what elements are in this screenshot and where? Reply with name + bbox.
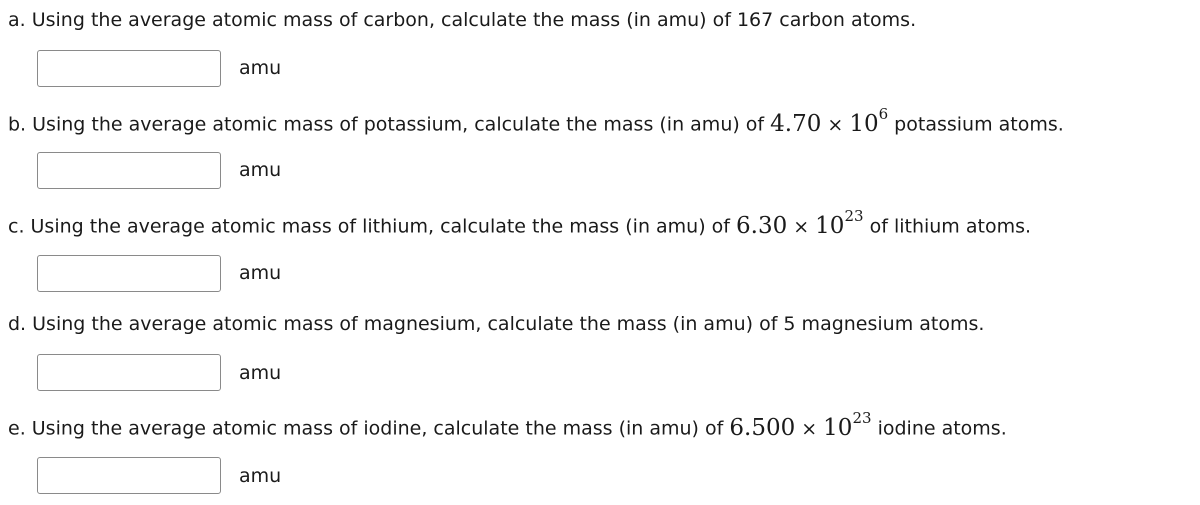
question-b-suffix: potassium atoms.: [888, 113, 1064, 136]
question-e-quantity: [729, 409, 872, 441]
answer-e-unit: amu: [239, 465, 282, 487]
question-b-prompt: b. Using the average atomic mass of potassium, calculate the mass (in amu) of: [8, 113, 771, 136]
question-e-coefficient: 6.500: [729, 414, 796, 441]
answer-c-unit: amu: [239, 262, 282, 284]
question-a-text: [8, 11, 916, 30]
question-c-prompt: c. Using the average atomic mass of lithium, calculate the mass (in amu) of: [8, 215, 737, 238]
question-e-text: [8, 409, 1007, 441]
question-b-coefficient: 4.70: [770, 110, 822, 137]
question-c-exponent: 23: [844, 207, 864, 225]
question-c-base: 10: [815, 212, 845, 239]
question-c-coefficient: 6.30: [736, 212, 788, 239]
question-a-prompt: a. Using the average atomic mass of carbon, calculate the mass (in amu) of 167 carbon atoms.: [8, 9, 917, 31]
answer-b-input[interactable]: [37, 152, 221, 189]
question-e-suffix: iodine atoms.: [871, 417, 1007, 440]
question-b-base: 10: [849, 110, 879, 137]
question-e-prompt: e. Using the average atomic mass of iodine, calculate the mass (in amu) of: [8, 417, 730, 440]
answer-c-input[interactable]: [37, 255, 221, 292]
answer-b-unit: amu: [239, 159, 282, 181]
answer-e-input[interactable]: [37, 457, 221, 494]
question-e-exponent: 23: [852, 409, 872, 427]
question-c-quantity: [736, 207, 864, 239]
times-sign: ×: [793, 215, 810, 238]
answer-a-unit: amu: [239, 57, 282, 79]
answer-d-unit: amu: [239, 362, 282, 384]
question-d-prompt: d. Using the average atomic mass of magnesium, calculate the mass (in amu) of 5 magnesium atoms.: [8, 313, 985, 335]
question-b-text: [8, 105, 1064, 137]
times-sign: ×: [827, 113, 844, 136]
question-c-suffix: of lithium atoms.: [863, 215, 1032, 238]
answer-a-input[interactable]: [37, 50, 221, 87]
question-b-exponent: 6: [878, 105, 889, 123]
answer-d-input[interactable]: [37, 354, 221, 391]
question-b-quantity: [770, 105, 889, 137]
times-sign: ×: [801, 417, 818, 440]
question-c-text: [8, 207, 1032, 239]
question-e-base: 10: [823, 414, 853, 441]
question-d-text: [8, 315, 984, 334]
